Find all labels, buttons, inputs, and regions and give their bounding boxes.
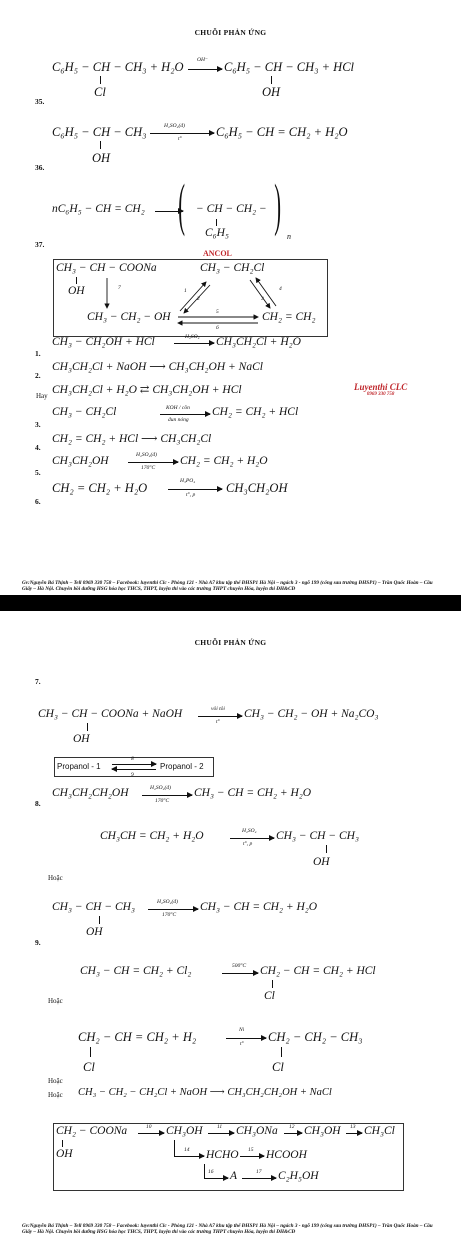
reaction-number: 35. [35,97,45,106]
eq-1-rhs: CH₃CH₂Cl + H₂O [216,336,301,348]
reaction-37-polymer: − CH − CH₂ − [196,203,267,215]
eq-9-lhs: CH₃ − CH − CH₃ [52,901,135,913]
chain-arrow-11 [208,1133,234,1134]
chain-arrow-14 [174,1156,204,1157]
reaction-35-rhs: C₆H₅ − CH − CH₃ + HCl [224,60,355,74]
scheme-bottom-left: CH₃ − CH₂ − OH [87,311,171,323]
chain-arrow-17 [242,1178,276,1179]
scheme-top-left: CH₃ − CH − COONa [56,262,157,274]
chain-arrow-12 [284,1133,302,1134]
eq-8b-rhs: CH₃ − CH − CH₃ [276,830,359,842]
eq-8b-cond-bot: t°, p [243,841,253,847]
eq-9b-rhs-sub: Cl [264,990,275,1002]
chain-label-17: 17 [256,1169,262,1175]
reaction-35-rhs-sub: OH [262,85,281,99]
chain-f: HCOOH [266,1149,307,1161]
arrow-label-1: 1 [184,288,187,294]
propanol-arrow-8: 8 [131,756,134,762]
reaction-35-lhs-sub: Cl [94,85,106,99]
chain-label-15: 15 [248,1147,254,1153]
reaction-35-condition: OH⁻ [197,57,208,63]
eq-9-cond-bot: 170°C [162,912,177,918]
eq-9d: CH₃ − CH₂ − CH₂Cl + NaOH ⟶ CH₃CH₂CH₂OH + NaCl [78,1087,332,1098]
bond-line [326,845,327,853]
reaction-arrow [142,795,192,796]
eq-6-rhs: CH₃CH₂OH [226,481,288,495]
reaction-37-polymer-sub: C₆H₅ [205,227,229,239]
eq-9c-cond-top: Ni [239,1027,245,1033]
chain-arrow-16 [204,1178,228,1179]
reaction-number: 5. [35,468,41,477]
reaction-arrow [128,462,178,463]
chain-start-sub: OH [56,1148,73,1160]
eq-9b-lhs: CH₃ − CH = CH₂ + Cl₂ [80,965,192,977]
hoac-label: Hoặc [48,997,63,1005]
chain-a: CH₃OH [166,1125,203,1137]
branch-line [204,1164,205,1178]
eq-3-lhs: CH₃ − CH₂Cl [52,406,117,418]
arrow-label-4: 4 [279,286,282,292]
eq-8-cond-bot: 170°C [155,798,170,804]
brand-phone: 0969 330 758 [366,392,395,397]
page-1 [0,0,461,595]
reaction-arrow [230,838,274,839]
reaction-36-lhs-sub: OH [92,151,111,165]
scheme-title: ANCOL [203,249,232,258]
eq-1-lhs: CH₃ − CH₂OH + HCl [52,336,155,348]
page-footer: Gv:Nguyễn Bá Thịnh – Tell 0969 330 758 – Facebook: luyenthi Clc - Phòng 121 - Nhà A7 khu tập thể ĐHSP1 Hà Nội – ngách 3 - ngõ 199 (cổng sau trường ĐHSP1) – Trần Quốc Hoàn – Cầu Giấy – Hà Nội. Chuyên bồi dưỡng HSG hóa học THCS, THPT, luyện thi vào các trường THPT chuyên Hóa, luyện thi ĐH&CĐ [22,1223,433,1236]
reaction-arrow-back [112,769,156,770]
propanol-arrow-9: 9 [131,772,134,778]
bracket-right: ) [274,172,282,237]
hoac-label: Hoặc [48,874,63,882]
eq-3-rhs: CH₂ = CH₂ + HCl [212,406,299,418]
branch-line [174,1140,175,1156]
eq-8-cond-top: H₂SO₄(đ) [150,785,171,791]
chain-start: CH₂ − COONa [56,1125,128,1137]
chain-h: C₂H₅OH [278,1170,319,1182]
chain-g: A [230,1170,238,1182]
brand-watermark [354,382,407,397]
eq-7-rhs: CH₃ − CH₂ − OH + Na₂CO₃ [244,708,379,720]
chain-label-14: 14 [184,1147,190,1153]
eq-7-cond-top: vôi tôi [211,706,225,712]
reaction-number: 3. [35,420,41,429]
reaction-number: 1. [35,349,41,358]
arrow-label-7: 7 [118,285,121,291]
reaction-arrow [112,764,156,765]
bond-line [87,723,88,731]
page-2 [0,611,461,1250]
page-title: CHUỖI PHẢN ỨNG [194,638,267,647]
reaction-number: 8. [35,799,41,808]
scheme-arrows [0,0,461,595]
reaction-number: 9. [35,938,41,947]
eq-7-cond-bot: t° [216,719,220,725]
eq-8-rhs: CH₃ − CH = CH₂ + H₂O [194,787,312,799]
reaction-arrow [222,973,258,974]
reaction-arrow [160,414,210,415]
chain-label-10: 10 [146,1124,152,1130]
reaction-number: 37. [35,240,45,249]
reaction-number: 7. [35,677,41,686]
eq-5-cond-top: H₂SO₄(đ) [136,452,157,458]
bond-line [281,1047,282,1057]
page-divider [0,595,461,611]
chain-d: CH₃Cl [364,1125,395,1137]
reaction-36-lhs: C₆H₅ − CH − CH₃ [52,125,147,139]
eq-3-cond-bot: đun nóng [168,417,189,423]
eq-9-lhs-sub: OH [86,926,103,938]
chain-arrow-13 [346,1133,362,1134]
chain-e: HCHO [206,1149,239,1161]
bond-line [272,980,273,988]
eq-8b-cond-top: H₂SO₄ [242,828,257,834]
reaction-arrow [174,343,214,344]
bracket-left: ( [178,172,186,237]
arrow-label-3: 3 [261,296,264,302]
eq-9-cond-top: H₂SO₄(đ) [157,899,178,905]
chain-label-11: 11 [217,1124,223,1130]
eq-5-lhs: CH₃CH₂OH [52,455,109,467]
reaction-arrow [148,909,198,910]
bond-line [62,1140,63,1147]
eq-8b-rhs-sub: OH [313,856,330,868]
arrow-label-2: 2 [197,296,200,302]
eq-9c-lhs-sub: Cl [83,1060,95,1074]
hoac-label: Hoặc [48,1077,63,1085]
eq-9c-lhs: CH₂ − CH = CH₂ + H₂ [78,1030,197,1044]
eq-8-lhs: CH₃CH₂CH₂OH [52,787,129,799]
chain-label-13: 13 [350,1124,356,1130]
chain-arrow-10 [138,1133,164,1134]
scheme-top-left-sub: OH [68,285,85,297]
bond-line [99,916,100,924]
scheme-bottom-right: CH₂ = CH₂ [262,311,316,323]
eq-6-lhs: CH₂ = CH₂ + H₂O [52,481,148,495]
eq-6-cond-bot: t°, p [186,492,196,498]
polymer-n: n [287,232,291,241]
eq-9c-cond-bot: t° [240,1041,244,1047]
reaction-number: 6. [35,497,41,506]
reaction-number: 2. [35,371,41,380]
chain-label-12: 12 [289,1124,295,1130]
scheme-top-right: CH₃ − CH₂Cl [200,262,265,274]
eq-hay: CH₃CH₂Cl + H₂O ⇄ CH₃CH₂OH + HCl [52,384,242,396]
reaction-36-cond-top: H₂SO₄(đ) [164,123,185,129]
bond-line [90,1047,91,1057]
eq-9b-rhs: CH₂ − CH = CH₂ + HCl [260,965,376,977]
arrow-label-6: 6 [216,325,219,331]
eq-6-cond-top: H₃PO₄ [180,478,196,484]
hay-label: Hay [36,392,48,400]
eq-3-cond-top: KOH / cồn [166,405,190,411]
eq-9b-cond: 500°C [232,963,247,969]
eq-1-cond: H₂SO₄ [185,334,200,340]
eq-8b-lhs: CH₃CH = CH₂ + H₂O [100,830,204,842]
eq-7-lhs: CH₃ − CH − COONa + NaOH [38,708,183,720]
reaction-35-lhs: C₆H₅ − CH − CH₃ + H₂O [52,60,184,74]
reaction-number: 36. [35,163,45,172]
arrow-label-5: 5 [216,309,219,315]
propanol-1: Propanol - 1 [57,762,101,771]
chain-b: CH₃ONa [236,1125,278,1137]
eq-9-rhs: CH₃ − CH = CH₂ + H₂O [200,901,318,913]
eq-5-rhs: CH₂ = CH₂ + H₂O [180,455,268,467]
page-footer: Gv:Nguyễn Bá Thịnh – Tell 0969 330 758 – Facebook: luyenthi Clc - Phòng 121 - Nhà A7 khu tập thể ĐHSP1 Hà Nội – ngách 3 - ngõ 199 (cổng sau trường ĐHSP1) – Trần Quốc Hoàn – Cầu Giấy – Hà Nội. Chuyên bồi dưỡng HSG hóa học THCS, THPT, luyện thi vào các trường THPT chuyên Hóa, luyện thi ĐH&CĐ [22,580,433,593]
reaction-arrow [198,716,242,717]
reaction-arrow [168,489,222,490]
eq-9c-rhs: CH₂ − CH₂ − CH₃ [268,1030,363,1044]
reaction-36-rhs: C₆H₅ − CH = CH₂ + H₂O [216,125,348,139]
eq-9c-rhs-sub: Cl [272,1060,284,1074]
eq-7-lhs-sub: OH [73,733,90,745]
eq-4: CH₂ = CH₂ + HCl ⟶ CH₃CH₂Cl [52,433,212,445]
propanol-2: Propanol - 2 [160,762,204,771]
chain-label-16: 16 [208,1169,214,1175]
reaction-number: 4. [35,443,41,452]
eq-2: CH₃CH₂Cl + NaOH ⟶ CH₃CH₂OH + NaCl [52,361,263,373]
chain-arrow-15 [240,1156,264,1157]
reaction-36-cond-bot: t° [178,136,182,142]
eq-5-cond-bot: 170°C [141,465,156,471]
reaction-arrow [226,1038,266,1039]
brand-name: Luyenthi CLC [354,382,408,392]
chain-c: CH₃OH [304,1125,341,1137]
reaction-37-lhs: nC₆H₅ − CH = CH₂ [52,203,145,215]
page-title: CHUỖI PHẢN ỨNG [194,28,267,37]
hoac-label: Hoặc [48,1091,63,1099]
